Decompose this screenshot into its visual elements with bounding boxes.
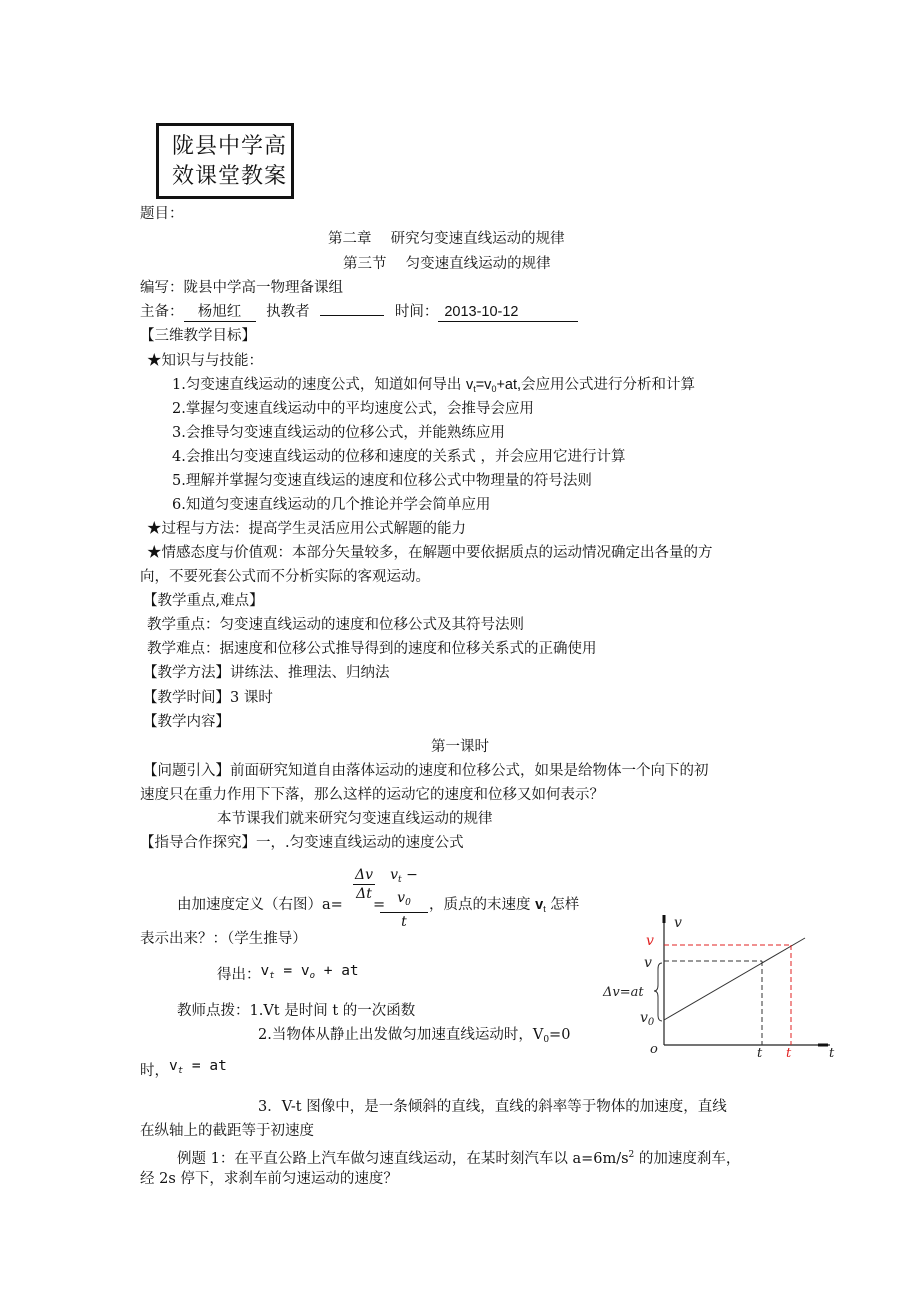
delta-brace bbox=[654, 963, 662, 1021]
author-line: 编写：陇县中学高一物理备课组 bbox=[140, 280, 343, 296]
date-label: 时间： bbox=[394, 304, 439, 320]
chapter-title: 第二章 研究匀变速直线运动的规律 bbox=[328, 231, 565, 247]
focus-heading: 【教学重点,难点】 bbox=[143, 593, 264, 609]
lead-value: 杨旭红 bbox=[184, 304, 256, 322]
equals-sign: = bbox=[373, 897, 386, 913]
teaching-time: 【教学时间】3 课时 bbox=[143, 690, 273, 706]
topic-label: 题目： bbox=[140, 206, 184, 222]
explore-heading: 【指导合作探究】一，.匀变速直线运动的速度公式 bbox=[140, 835, 464, 851]
t-label: t bbox=[757, 1046, 763, 1061]
fraction-dv-dt: $\frac{\Delta v}{\Delta t}$ bbox=[355, 867, 374, 902]
school-title-box bbox=[156, 123, 294, 199]
teacher-tip-2-cont: 时，$v_t$ = at bbox=[140, 1058, 227, 1079]
intro-line-3: 本节课我们就来研究匀变速直线运动的规律 bbox=[217, 811, 493, 827]
result-line: 得出：$v_t = v_o$ + at bbox=[217, 963, 359, 983]
goal-formula: $v_t=v_0+at$, bbox=[465, 377, 522, 394]
example-1-line-1: 例题 1：在平直公路上汽车做匀速直线运动，在某时刻汽车以 $a=6m/s^2$ 的加速度刹车， bbox=[177, 1150, 741, 1167]
executor-label: 执教者 bbox=[266, 304, 310, 320]
intro-line-1: 【问题引入】前面研究知道自由落体运动的速度和位移公式，如果是给物体一个向下的初 bbox=[143, 763, 709, 779]
intro-line-2: 速度只在重力作用下下落，那么这样的运动它的速度和位移又如何表示？ bbox=[140, 787, 604, 803]
delta-v-label: Δv=at bbox=[603, 985, 644, 1000]
v-label: v bbox=[644, 955, 652, 971]
section-title: 第三节 匀变速直线运动的规律 bbox=[343, 256, 551, 272]
emotion-goal-line-2: 向，不要死套公式而不分析实际的客观运动。 bbox=[140, 569, 430, 585]
x-axis-label: t bbox=[829, 1046, 835, 1061]
goal-item-1: 1.匀变速直线运动的速度公式，知道如何导出 $v_t=v_0+at$,会应用公式进行分析和计算 bbox=[172, 377, 696, 394]
velocity-line bbox=[664, 938, 805, 1020]
y-axis-label: v bbox=[674, 915, 682, 931]
goal-item-6: 6.知道匀变速直线运动的几个推论并学会简单应用 bbox=[172, 497, 491, 513]
vt-graph bbox=[600, 905, 850, 1065]
teacher-tip-2: 2.当物体从静止出发做匀加速直线运动时，$V_0=0$ bbox=[258, 1027, 571, 1045]
emotion-goal-line-1: ★情感态度与价值观：本部分矢量较多，在解题中要依据质点的运动情况确定出各量的方 bbox=[147, 545, 713, 561]
origin-label: o bbox=[650, 1042, 658, 1057]
teaching-content-heading: 【教学内容】 bbox=[143, 714, 230, 730]
v-red-label: v bbox=[646, 933, 654, 949]
title-line-2: 效课堂教案 bbox=[172, 164, 288, 189]
teacher-tip-3-line-2: 在纵轴上的截距等于初速度 bbox=[140, 1123, 314, 1139]
lead-label: 主备： bbox=[140, 304, 184, 320]
date-value: 2013-10-12 bbox=[438, 304, 578, 322]
executor-value bbox=[320, 315, 384, 316]
title-line-1: 陇县中学高 bbox=[172, 134, 288, 159]
y-axis-arrow bbox=[663, 915, 666, 923]
goal-item-2: 2.掌握匀变速直线运动中的平均速度公式，会推导会应用 bbox=[172, 401, 534, 417]
express-line: 表示出来？：（学生推导） bbox=[140, 931, 307, 947]
key-point: 教学重点：匀变速直线运动的速度和位移公式及其符号法则 bbox=[147, 617, 524, 633]
example-1-line-2: 经 2s 停下，求刹车前匀速运动的速度？ bbox=[140, 1171, 398, 1187]
accel-def-suffix: ，质点的末速度 $v_t$ 怎样 bbox=[429, 897, 580, 914]
accel-def-prefix: 由加速度定义（右图）a= bbox=[177, 897, 343, 913]
goal-item-5: 5.理解并掌握匀变速直线运的速度和位移公式中物理量的符号法则 bbox=[172, 473, 592, 489]
x-axis-arrow bbox=[818, 1044, 828, 1047]
goal-item-4: 4.会推出匀变速直线运动的位移和速度的关系式 ，并会应用它进行计算 bbox=[172, 449, 626, 465]
v0-label: $v_0$ bbox=[640, 1010, 655, 1028]
goal-item-3: 3.会推导匀变速直线运动的位移公式，并能熟练应用 bbox=[172, 425, 505, 441]
fraction-vt-v0-t: $\frac{v_t - v_0}{t}$ bbox=[380, 866, 428, 931]
t-red-label: t bbox=[786, 1046, 792, 1061]
teacher-tip-3-line-1: 3．V-t 图像中，是一条倾斜的直线，直线的斜率等于物体的加速度，直线 bbox=[258, 1099, 727, 1115]
meta-line bbox=[140, 302, 578, 322]
knowledge-heading: ★知识与与技能： bbox=[147, 353, 263, 369]
teacher-tip-1: 教师点拨：1.Vt 是时间 t 的一次函数 bbox=[177, 1003, 416, 1019]
process-goal: ★过程与方法：提高学生灵活应用公式解题的能力 bbox=[147, 521, 466, 537]
difficulty-point: 教学难点：据速度和位移公式推导得到的速度和位移关系式的正确使用 bbox=[147, 641, 597, 657]
goals-heading: 【三维教学目标】 bbox=[140, 328, 256, 344]
lesson-period: 第一课时 bbox=[431, 739, 489, 755]
teaching-method: 【教学方法】讲练法、推理法、归纳法 bbox=[143, 665, 390, 681]
